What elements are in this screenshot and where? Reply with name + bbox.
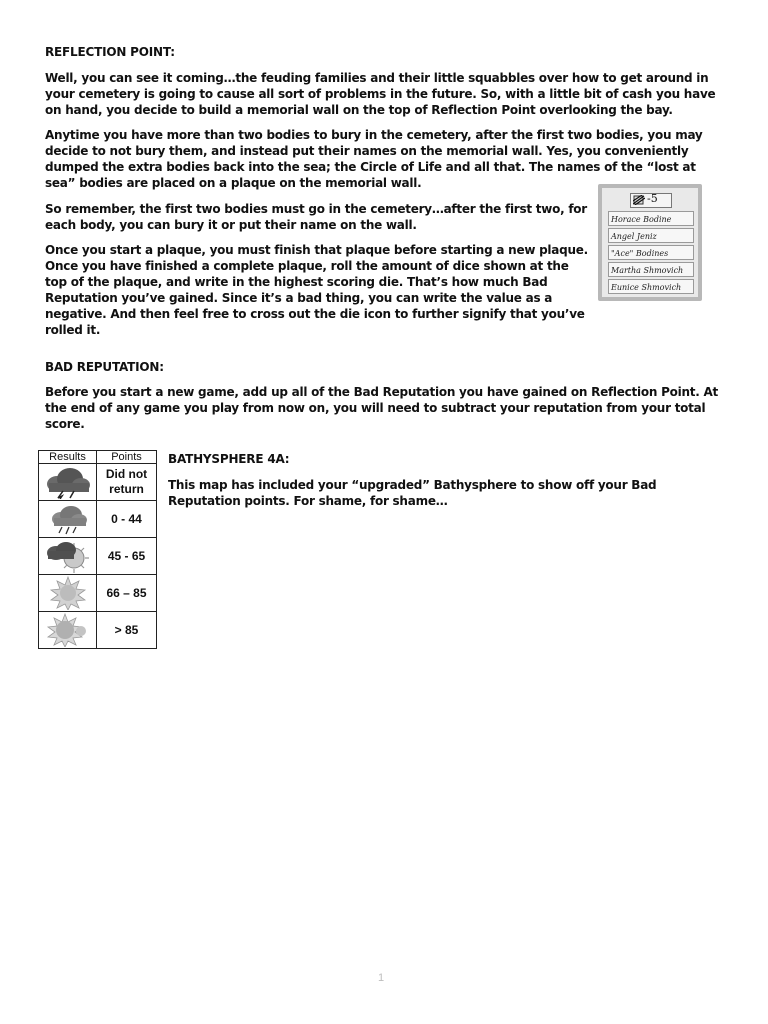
- plaque-name-2: Angel Jeniz: [608, 228, 694, 243]
- plaque-die-box: [630, 193, 672, 208]
- sun-bright-icon: [43, 613, 93, 647]
- reflection-point-heading: REFLECTION POINT:: [45, 45, 175, 59]
- bad-reputation-paragraph: Before you start a new game, add up all of the Bad Reputation you have gained on Reflection Point. At the end of any game you play from now on, you will need to subtract your reputation from your total score.: [45, 385, 719, 431]
- table-row: [39, 538, 157, 575]
- points-did-not-return: Did not return: [97, 464, 157, 501]
- bathysphere-heading: BATHYSPHERE 4A:: [168, 452, 290, 466]
- reflection-paragraph-1: Well, you can see it coming…the feuding families and their little squabbles over how to get around in your cemetery is going to cause all sort of problems in the future. So, with a little bit of cash you have on hand, you decide to build a memorial wall on the top of Reflection Point overlooking the bay.: [45, 71, 716, 117]
- rain-cloud-icon: [46, 502, 90, 536]
- crossed-die-icon: [633, 195, 645, 205]
- points-45-65: 45 - 65: [97, 538, 157, 575]
- bad-reputation-heading: BAD REPUTATION:: [45, 360, 164, 374]
- table-row: [39, 501, 157, 538]
- table-row: [39, 575, 157, 612]
- reflection-paragraph-4: Once you start a plaque, you must finish that plaque before starting a new plaque. Once you have finished a complete plaque, roll the amount of dice shown at the top of the plaque, and write in the highest scoring die. That’s how much Bad Reputation you’ve gained. Since it’s a bad thing, you can write the value as a negative. And then feel free to cross out the die icon to further signify that you’ve rolled it.: [45, 243, 588, 337]
- results-header: Results: [39, 451, 97, 464]
- results-points-table: [38, 450, 157, 649]
- memorial-plaque-image: [598, 184, 702, 301]
- points-header: Points: [97, 451, 157, 464]
- reflection-paragraph-3: So remember, the first two bodies must go in the cemetery…after the first two, for each body, you can bury it or put their name on the wall.: [45, 202, 587, 232]
- storm-cloud-icon: [43, 465, 93, 499]
- points-over-85: > 85: [97, 612, 157, 649]
- points-0-44: 0 - 44: [97, 501, 157, 538]
- sun-icon: [49, 576, 87, 610]
- page-number: 1: [378, 972, 385, 984]
- cloud-sun-icon: [42, 539, 94, 573]
- plaque-name-3: "Ace" Bodines: [608, 245, 694, 260]
- plaque-die-value: -5: [647, 192, 658, 205]
- table-row: [39, 464, 157, 501]
- points-66-85: 66 – 85: [97, 575, 157, 612]
- plaque-name-4: Martha Shmovich: [608, 262, 694, 277]
- plaque-name-5: Eunice Shmovich: [608, 279, 694, 294]
- table-row: [39, 612, 157, 649]
- reflection-paragraph-2: Anytime you have more than two bodies to bury in the cemetery, after the first two bodies, you may decide to not bury them, and instead put their names on the memorial wall. Yes, you conveniently dumped the extra bodies back into the sea; the Circle of Life and all that. The names of the “lost at sea” bodies are placed on a plaque on the memorial wall.: [45, 128, 703, 190]
- plaque-name-1: Horace Bodine: [608, 211, 694, 226]
- bathysphere-paragraph: This map has included your “upgraded” Bathysphere to show off your Bad Reputation points. For shame, for shame…: [168, 478, 657, 508]
